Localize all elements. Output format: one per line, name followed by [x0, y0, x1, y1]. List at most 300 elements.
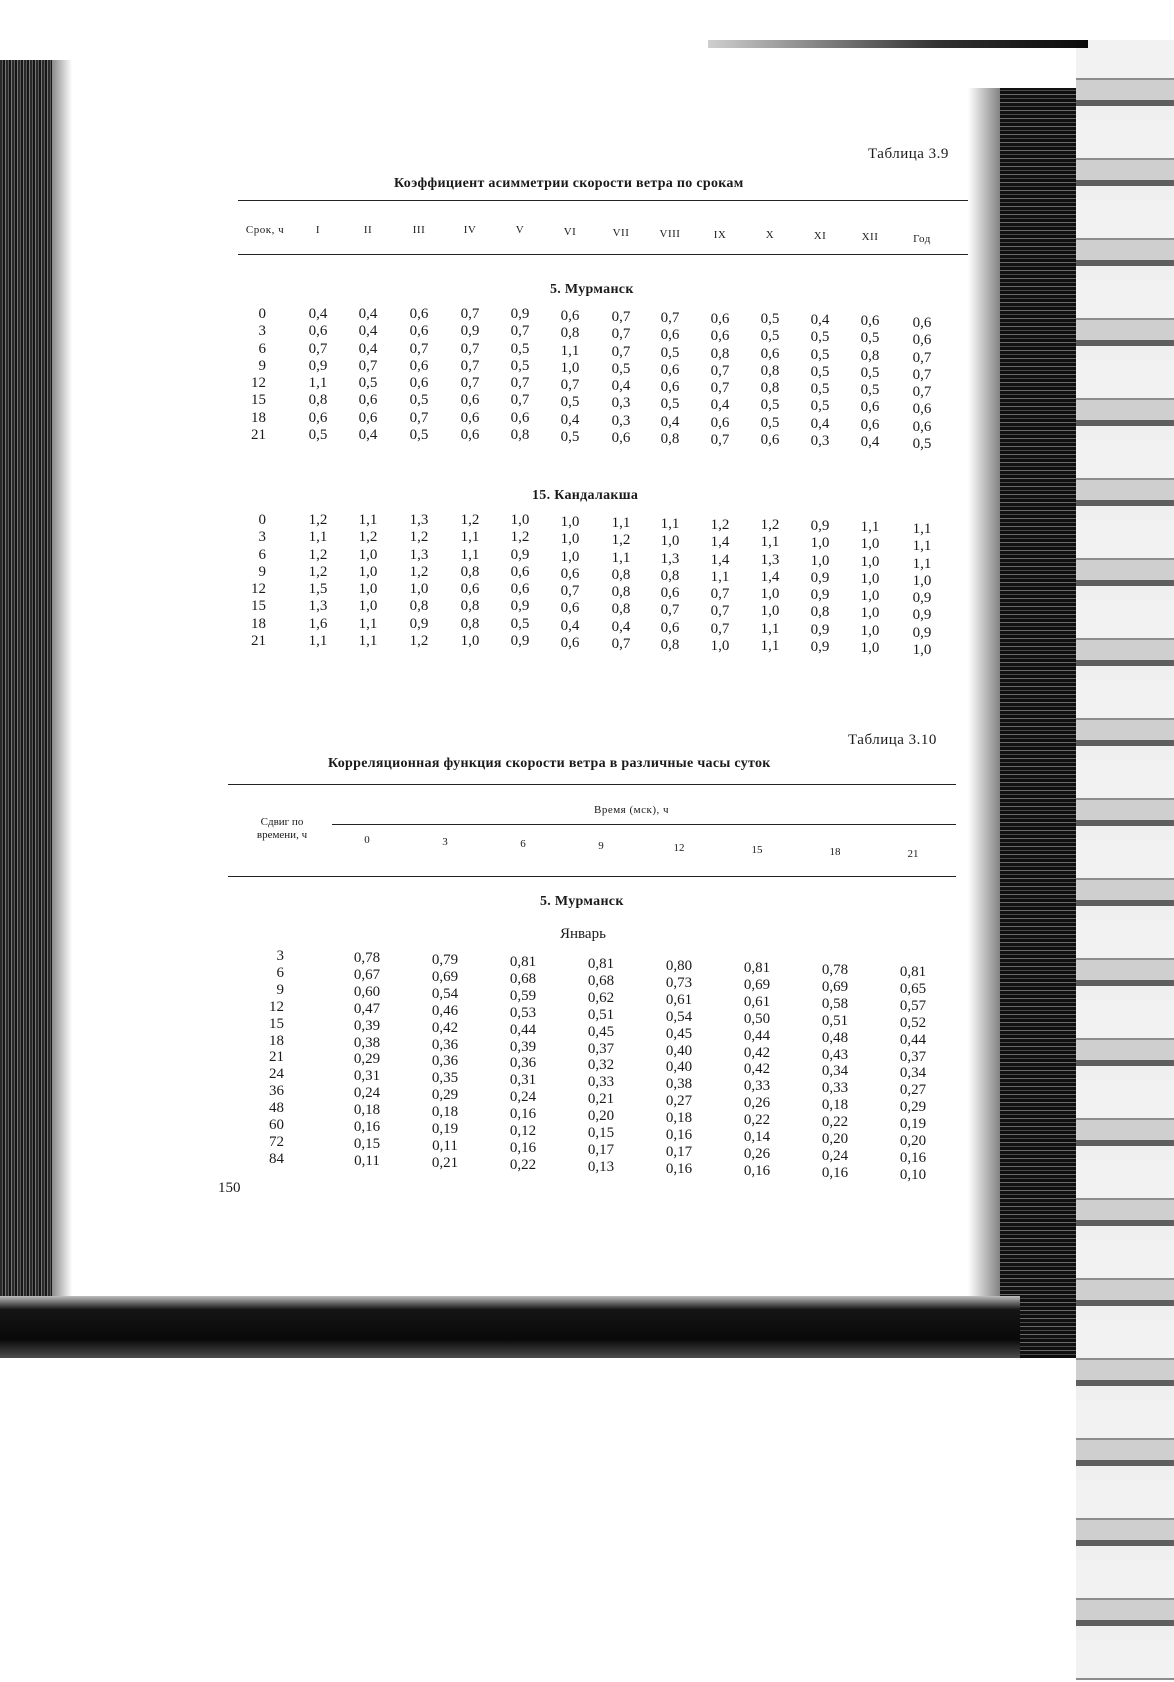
column-header: 12 — [673, 842, 685, 854]
subsection-title: Январь — [560, 926, 606, 942]
data-column — [548, 308, 592, 446]
table-cell: 0,73 — [665, 974, 693, 991]
column-header: I — [315, 224, 321, 236]
table-cell: 0,3 — [810, 433, 830, 450]
table-cell: 1,0 — [860, 640, 880, 657]
table-caption: Таблица 3.10 — [848, 732, 937, 748]
table-cell: 0,37 — [587, 1040, 615, 1057]
table-cell: 0,7 — [710, 362, 730, 379]
table-cell: 0,8 — [460, 563, 480, 580]
table-cell: 48 — [269, 1100, 284, 1117]
scan-right-edge — [1000, 88, 1076, 1358]
table-cell: 0,16 — [353, 1119, 381, 1136]
table-cell: 1,0 — [358, 546, 378, 563]
table-cell: 0,81 — [587, 956, 615, 972]
scan-bottom-edge — [0, 1296, 1020, 1358]
column-header: XI — [813, 230, 827, 242]
table-cell: 1,0 — [560, 531, 580, 548]
table-cell: 1,1 — [710, 568, 730, 585]
table-cell: 0,4 — [358, 306, 378, 322]
table-cell: 0,7 — [912, 349, 932, 366]
table-cell: 0,80 — [665, 958, 693, 974]
table-cell: 3 — [258, 323, 266, 340]
scan-top-edge — [708, 40, 1088, 48]
table-cell: 12 — [251, 375, 266, 392]
table-cell: 0,47 — [353, 1000, 381, 1017]
data-column — [810, 962, 860, 1182]
table-cell: 0,6 — [710, 311, 730, 327]
table-cell: 1,0 — [860, 536, 880, 553]
table-cell: 0,42 — [743, 1061, 771, 1078]
data-column — [342, 950, 392, 1170]
table-cell: 0,6 — [460, 427, 480, 444]
data-column — [698, 517, 742, 655]
table-cell: 0,45 — [665, 1025, 693, 1042]
table-cell: 0,12 — [509, 1123, 537, 1140]
table-cell: 0,7 — [710, 586, 730, 603]
table-cell: 0,5 — [510, 340, 530, 357]
table-cell: 0,21 — [587, 1091, 615, 1108]
table-cell: 1,0 — [860, 622, 880, 639]
table-cell: 6 — [258, 340, 266, 357]
table-cell: 0,5 — [810, 381, 830, 398]
table-cell: 0,5 — [308, 427, 328, 444]
table-cell: 0,9 — [810, 569, 830, 586]
table-cell: 0,5 — [611, 360, 631, 377]
table-cell: 0,4 — [560, 617, 580, 634]
table-cell: 1,3 — [760, 551, 780, 568]
table-cell: 0,16 — [509, 1106, 537, 1123]
table-cell: 0,7 — [460, 306, 480, 322]
table-cell: 9 — [276, 981, 284, 998]
table-cell: 1,1 — [660, 516, 680, 532]
table-cell: 0,6 — [358, 392, 378, 409]
table-cell: 0,4 — [358, 340, 378, 357]
table-cell: 1,1 — [308, 529, 328, 546]
column-header: 9 — [598, 840, 604, 852]
table-title: Корреляционная функция скорости ветра в различные часы суток — [328, 756, 771, 771]
table-cell: 18 — [251, 409, 266, 426]
table-cell: 0,8 — [660, 637, 680, 654]
table-cell: 0,7 — [912, 384, 932, 401]
table-cell: 1,1 — [912, 538, 932, 555]
table-cell: 0,42 — [743, 1044, 771, 1061]
data-column — [397, 512, 441, 650]
data-column — [648, 516, 692, 654]
table-cell: 1,3 — [409, 512, 429, 528]
data-column — [346, 512, 390, 650]
table-cell: 1,2 — [409, 633, 429, 650]
table-cell: 0,7 — [710, 432, 730, 449]
table-cell: 1,2 — [409, 529, 429, 546]
table-cell: 18 — [269, 1032, 284, 1049]
table-cell: 0,36 — [509, 1055, 537, 1072]
table-cell: 0,53 — [509, 1004, 537, 1021]
table-cell: 0,24 — [821, 1147, 849, 1164]
table-cell: 0,44 — [743, 1027, 771, 1044]
table-cell: 0,11 — [432, 1137, 458, 1154]
column-header: II — [363, 224, 373, 236]
table-cell: 1,1 — [912, 521, 932, 537]
table-cell: 0,16 — [665, 1127, 693, 1144]
table-cell: 1,0 — [860, 570, 880, 587]
table-cell: 0,33 — [587, 1074, 615, 1091]
row-labels — [238, 306, 266, 444]
table-cell: 0,6 — [510, 563, 530, 580]
table-cell: 0,7 — [660, 602, 680, 619]
table-cell: 0,79 — [431, 952, 459, 968]
table-cell: 0,6 — [860, 399, 880, 416]
table-cell: 0,62 — [587, 989, 615, 1006]
table-cell: 1,2 — [358, 529, 378, 546]
table-cell: 0,51 — [821, 1012, 849, 1029]
table-cell: 0,13 — [587, 1158, 615, 1175]
table-cell: 12 — [269, 998, 284, 1015]
table-cell: 24 — [269, 1066, 284, 1083]
table-cell: 0,5 — [560, 429, 580, 446]
table-rule-top — [228, 784, 956, 785]
table-cell: 1,1 — [760, 534, 780, 551]
table-cell: 0,8 — [660, 567, 680, 584]
table-cell: 0,65 — [899, 980, 927, 997]
table-cell: 0,40 — [665, 1059, 693, 1076]
table-cell: 0,5 — [358, 375, 378, 392]
table-cell: 0,8 — [460, 598, 480, 615]
table-cell: 0,6 — [660, 327, 680, 344]
table-cell: 0,7 — [710, 603, 730, 620]
table-cell: 1,0 — [912, 642, 932, 659]
table-cell: 1,1 — [611, 549, 631, 566]
table-cell: 0,17 — [665, 1143, 693, 1160]
table-cell: 0,5 — [409, 427, 429, 444]
table-cell: 0,68 — [587, 972, 615, 989]
table-cell: 0,9 — [810, 587, 830, 604]
table-rule-header — [228, 876, 956, 877]
table-cell: 0,36 — [431, 1036, 459, 1053]
table-cell: 0,44 — [899, 1031, 927, 1048]
data-column — [654, 958, 704, 1178]
table-cell: 0,16 — [899, 1149, 927, 1166]
table-cell: 72 — [269, 1133, 284, 1150]
table-cell: 0,5 — [660, 396, 680, 413]
table-cell: 0,6 — [912, 332, 932, 349]
column-header: 6 — [520, 838, 526, 850]
table-cell: 0,15 — [587, 1125, 615, 1142]
table-cell: 0,22 — [509, 1156, 537, 1173]
table-cell: 0,5 — [810, 363, 830, 380]
table-cell: 1,4 — [710, 534, 730, 551]
table-cell: 1,1 — [358, 512, 378, 528]
table-cell: 0,4 — [611, 618, 631, 635]
table-cell: 0,39 — [509, 1038, 537, 1055]
table-cell: 1,4 — [760, 568, 780, 585]
binding-spiral — [1076, 40, 1174, 1680]
table-cell: 0,7 — [358, 357, 378, 374]
table-cell: 0 — [258, 306, 266, 322]
table-cell: 0,7 — [611, 343, 631, 360]
table-cell: 0,69 — [431, 968, 459, 985]
data-column — [576, 956, 626, 1176]
table-cell: 0,7 — [409, 409, 429, 426]
table-cell: 0,6 — [912, 418, 932, 435]
table-cell: 0,20 — [899, 1133, 927, 1150]
table-cell: 0,10 — [899, 1166, 927, 1183]
table-cell: 0,5 — [760, 414, 780, 431]
table-cell: 0,37 — [899, 1048, 927, 1065]
table-cell: 1,1 — [358, 633, 378, 650]
table-cell: 0,18 — [665, 1110, 693, 1127]
table-cell: 0,8 — [409, 598, 429, 615]
data-column — [798, 518, 842, 656]
table-cell: 0,4 — [810, 312, 830, 328]
data-column — [599, 309, 643, 447]
table-cell: 15 — [269, 1015, 284, 1032]
table-cell: 1,1 — [358, 615, 378, 632]
table-cell: 0,54 — [665, 1008, 693, 1025]
table-cell: 0,4 — [358, 427, 378, 444]
table-cell: 0,26 — [743, 1145, 771, 1162]
table-cell: 0,5 — [409, 392, 429, 409]
table-cell: 0,5 — [810, 346, 830, 363]
row-header: Сдвиг по времени, ч — [256, 816, 308, 841]
table-cell: 1,2 — [760, 517, 780, 533]
table-cell: 0,9 — [510, 633, 530, 650]
table-cell: 0,24 — [353, 1085, 381, 1102]
table-cell: 0,6 — [308, 409, 328, 426]
table-cell: 0,7 — [710, 620, 730, 637]
table-cell: 0,6 — [760, 345, 780, 362]
table-cell: 0,6 — [912, 401, 932, 418]
table-cell: 1,3 — [409, 546, 429, 563]
table-cell: 0,6 — [560, 635, 580, 652]
section-title: 5. Мурманск — [550, 282, 634, 297]
table-cell: 0,34 — [821, 1063, 849, 1080]
table-cell: 0,33 — [743, 1078, 771, 1095]
data-column — [648, 310, 692, 448]
table-cell: 0,4 — [358, 323, 378, 340]
table-cell: 0,6 — [560, 565, 580, 582]
table-cell: 0,16 — [821, 1164, 849, 1181]
data-column — [900, 315, 944, 453]
column-header: VI — [563, 226, 577, 238]
table-cell: 1,0 — [860, 605, 880, 622]
table-cell: 0,39 — [353, 1017, 381, 1034]
table-cell: 0,19 — [899, 1116, 927, 1133]
scan-right-shadow — [968, 88, 1002, 1358]
table-cell: 0,29 — [899, 1099, 927, 1116]
table-cell: 1,0 — [358, 598, 378, 615]
table-cell: 0,6 — [560, 600, 580, 617]
column-header: III — [412, 224, 426, 236]
table-cell: 60 — [269, 1117, 284, 1134]
table-cell: 0,9 — [308, 357, 328, 374]
column-header: 18 — [829, 846, 841, 858]
table-cell: 0,81 — [743, 960, 771, 976]
table-cell: 0,18 — [353, 1102, 381, 1119]
table-cell: 0,5 — [660, 344, 680, 361]
table-cell: 1,5 — [308, 581, 328, 598]
table-cell: 0,31 — [509, 1072, 537, 1089]
column-header: IX — [713, 229, 727, 241]
table-cell: 1,1 — [912, 555, 932, 572]
table-cell: 0,50 — [743, 1010, 771, 1027]
data-column — [888, 964, 938, 1184]
table-cell: 1,0 — [560, 359, 580, 376]
column-header: V — [515, 224, 525, 236]
data-column — [448, 512, 492, 650]
table-cell: 21 — [269, 1049, 284, 1066]
table-cell: 0,9 — [912, 624, 932, 641]
table-cell: 0,34 — [899, 1065, 927, 1082]
table-cell: 1,1 — [308, 633, 328, 650]
table-cell: 0,4 — [611, 378, 631, 395]
table-cell: 0,38 — [353, 1034, 381, 1051]
data-column — [498, 954, 548, 1174]
table-cell: 1,0 — [810, 552, 830, 569]
data-column — [448, 306, 492, 444]
table-cell: 0,20 — [821, 1131, 849, 1148]
table-cell: 0,7 — [510, 323, 530, 340]
table-cell: 1,2 — [409, 563, 429, 580]
row-labels — [238, 512, 266, 650]
table-cell: 0,27 — [665, 1093, 693, 1110]
table-cell: 0,81 — [899, 964, 927, 980]
table-cell: 0,68 — [509, 970, 537, 987]
table-rule-header — [238, 254, 968, 255]
data-column — [599, 515, 643, 653]
table-cell: 1,1 — [611, 515, 631, 531]
table-cell: 0,61 — [665, 991, 693, 1008]
table-cell: 0,6 — [510, 409, 530, 426]
table-cell: 0,7 — [460, 375, 480, 392]
table-cell: 0,6 — [308, 323, 328, 340]
table-cell: 0,5 — [560, 394, 580, 411]
table-cell: 0,7 — [308, 340, 328, 357]
table-rule-top — [238, 200, 968, 201]
table-cell: 15 — [251, 598, 266, 615]
table-cell: 0,51 — [587, 1006, 615, 1023]
table-cell: 0,69 — [743, 976, 771, 993]
page-number: 150 — [218, 1180, 241, 1196]
data-column — [346, 306, 390, 444]
table-cell: 1,0 — [460, 633, 480, 650]
table-cell: 3 — [276, 948, 284, 964]
table-cell: 0,5 — [860, 364, 880, 381]
table-cell: 0,59 — [509, 987, 537, 1004]
table-cell: 0,9 — [912, 590, 932, 607]
table-cell: 0,22 — [821, 1114, 849, 1131]
group-header-rule — [332, 824, 956, 825]
table-cell: 0,9 — [510, 546, 530, 563]
data-column — [748, 517, 792, 655]
table-caption: Таблица 3.9 — [868, 146, 949, 162]
table-cell: 0,4 — [860, 434, 880, 451]
table-cell: 0,45 — [587, 1023, 615, 1040]
table-cell: 0,8 — [860, 347, 880, 364]
table-cell: 0,67 — [353, 966, 381, 983]
data-column — [848, 519, 892, 657]
table-cell: 0,6 — [710, 328, 730, 345]
table-cell: 0,9 — [810, 518, 830, 534]
table-cell: 12 — [251, 581, 266, 598]
table-cell: 0,35 — [431, 1070, 459, 1087]
table-cell: 1,1 — [760, 638, 780, 655]
column-header: 21 — [907, 848, 919, 860]
table-cell: 0,7 — [460, 357, 480, 374]
table-cell: 1,2 — [510, 529, 530, 546]
table-cell: 0,4 — [810, 415, 830, 432]
table-cell: 1,0 — [358, 563, 378, 580]
table-cell: 0,8 — [460, 615, 480, 632]
table-cell: 0,8 — [611, 566, 631, 583]
table-cell: 0,9 — [510, 306, 530, 322]
table-cell: 0,6 — [409, 375, 429, 392]
table-cell: 1,2 — [611, 532, 631, 549]
table-cell: 0,19 — [431, 1121, 459, 1138]
data-column — [397, 306, 441, 444]
column-header: XII — [861, 231, 879, 243]
table-cell: 0,6 — [460, 581, 480, 598]
table-cell: 15 — [251, 392, 266, 409]
table-cell: 0,5 — [760, 328, 780, 345]
table-cell: 0,6 — [860, 416, 880, 433]
table-cell: 6 — [276, 964, 284, 981]
table-cell: 0,6 — [660, 585, 680, 602]
data-column — [798, 312, 842, 450]
table-cell: 0,44 — [509, 1021, 537, 1038]
table-cell: 0,9 — [510, 598, 530, 615]
table-cell: 0,6 — [460, 392, 480, 409]
table-cell: 0,7 — [460, 340, 480, 357]
table-cell: 0,38 — [665, 1076, 693, 1093]
table-cell: 18 — [251, 615, 266, 632]
table-cell: 0,78 — [821, 962, 849, 978]
table-cell: 0,6 — [611, 430, 631, 447]
data-column — [698, 311, 742, 449]
table-cell: 0,7 — [510, 375, 530, 392]
table-cell: 0,14 — [743, 1129, 771, 1146]
table-cell: 1,0 — [409, 581, 429, 598]
table-cell: 0,61 — [743, 993, 771, 1010]
data-column — [498, 306, 542, 444]
table-cell: 0,7 — [611, 636, 631, 653]
table-cell: 0,6 — [560, 308, 580, 324]
table-cell: 0,31 — [353, 1068, 381, 1085]
table-cell: 0,9 — [810, 621, 830, 638]
table-cell: 0,8 — [810, 604, 830, 621]
table-cell: 1,1 — [860, 519, 880, 535]
table-cell: 0,11 — [354, 1152, 380, 1169]
table-cell: 0,3 — [611, 412, 631, 429]
table-cell: 0,16 — [509, 1139, 537, 1156]
table-cell: 1,3 — [660, 550, 680, 567]
column-header: X — [765, 229, 775, 241]
table-cell: 0,5 — [860, 330, 880, 347]
table-cell: 9 — [258, 563, 266, 580]
table-cell: 0,5 — [810, 398, 830, 415]
data-column — [732, 960, 782, 1180]
table-cell: 1,4 — [710, 551, 730, 568]
table-cell: 0,9 — [460, 323, 480, 340]
row-labels — [256, 948, 284, 1168]
table-cell: 0,7 — [660, 310, 680, 326]
table-cell: 0,5 — [510, 357, 530, 374]
table-cell: 0,8 — [510, 427, 530, 444]
table-cell: 1,0 — [860, 553, 880, 570]
table-cell: 0,40 — [665, 1042, 693, 1059]
scan-left-edge — [0, 60, 52, 1300]
table-cell: 0,4 — [560, 411, 580, 428]
